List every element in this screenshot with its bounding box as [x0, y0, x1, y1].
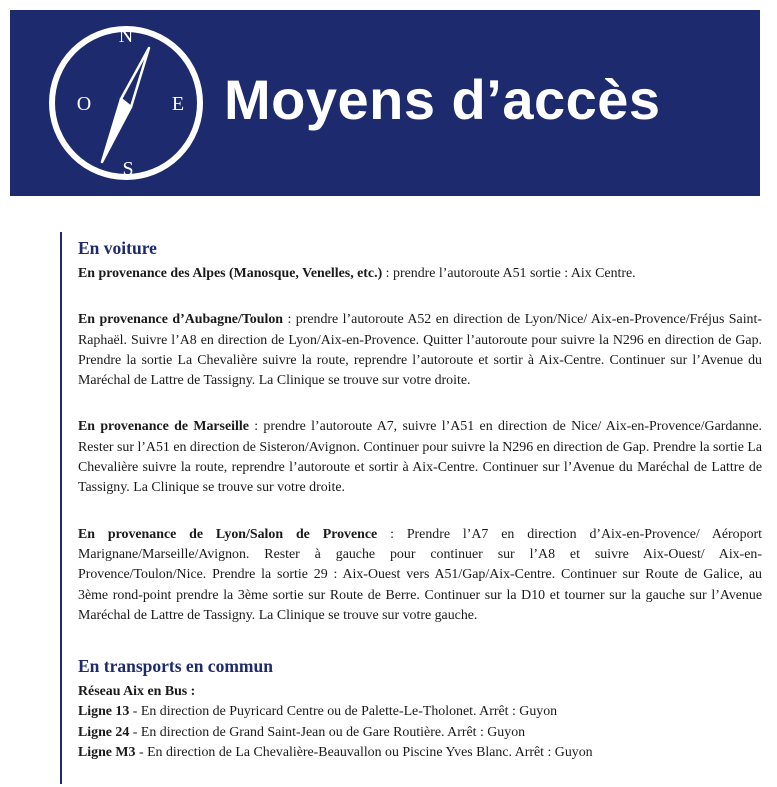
page-title: Moyens d’accès	[224, 68, 661, 131]
compass-needle-south	[102, 99, 131, 162]
bus-line-24	[78, 723, 762, 743]
bus-line-m3	[78, 743, 762, 763]
route-alpes-lead: En provenance des Alpes (Manosque, Venelles, etc.)	[78, 266, 383, 281]
route-alpes-text: : prendre l’autoroute A51 sortie : Aix Centre.	[382, 266, 636, 281]
route-lyon-salon	[78, 525, 762, 626]
bus-line-13-name: Ligne 13	[78, 704, 130, 720]
route-lyon-text: : Prendre l’A7 en direction d’Aix-en-Provence/ Aéroport Marignane/Marseille/Avignon. Rester à gauche pour continuer sur l’A8 et suivre Aix-Ouest/ Aix-en-Provence/Toulon/Nice. Prendre la sortie 29 : Aix-Ouest vers A51/Gap/Aix-Centre. Continuer sur Route de Galice, au 3ème rond-point prendre la 3ème sortie sur Route de Berre. Continuer sur la D10 et tourner sur la gauche sur l’Avenue Maréchal de Lattre de Tassigny. La Clinique se trouve sur votre gauche.	[78, 526, 763, 623]
compass-label-north: N	[118, 25, 134, 47]
bus-network-title: Réseau Aix en Bus :	[78, 684, 196, 700]
route-aubagne-toulon	[78, 310, 762, 391]
car-heading: En voiture	[78, 238, 157, 258]
bus-line-13-text: - En direction de Puyricard Centre ou de Palette-Le-Tholonet. Arrêt : Guyon	[129, 704, 558, 720]
route-aubagne-lead: En provenance d’Aubagne/Toulon	[78, 312, 284, 328]
compass-icon	[36, 12, 216, 194]
compass-needle-north	[121, 48, 149, 107]
car-section	[78, 236, 762, 626]
title-banner	[10, 10, 760, 196]
bus-line-m3-text: - En direction de La Chevalière-Beauvallon ou Piscine Yves Blanc. Arrêt : Guyon	[135, 745, 593, 761]
compass-label-south: S	[122, 158, 134, 180]
route-marseille	[78, 417, 762, 498]
bus-line-m3-name: Ligne M3	[78, 745, 136, 761]
transit-section	[78, 654, 762, 763]
bus-line-13	[78, 702, 762, 722]
compass-label-east: E	[171, 93, 185, 115]
route-aubagne-text: : prendre l’autoroute A52 en direction de Lyon/Nice/ Aix-en-Provence/Fréjus Saint-Raphaël. Suivre l’A8 en direction de Lyon/Aix-en-Provence. Quitter l’autoroute pour suivre la N296 en direction de Gap. Prendre la sortie La Chevalière suivre la route, reprendre l’autoroute et sortir à Aix-Centre. Continuer sur l’Avenue du Maréchal de Lattre de Tassigny. La Clinique se trouve sur votre droite.	[78, 312, 762, 389]
bus-line-24-text: - En direction de Grand Saint-Jean ou de Gare Routière. Arrêt : Guyon	[129, 724, 526, 740]
route-alpes	[78, 264, 762, 284]
bus-line-24-name: Ligne 24	[78, 724, 130, 740]
route-marseille-lead: En provenance de Marseille	[78, 419, 249, 435]
route-lyon-lead: En provenance de Lyon/Salon de Provence	[78, 526, 378, 542]
section-divider-line	[60, 232, 62, 784]
access-content	[78, 236, 762, 763]
route-marseille-text: : prendre l’autoroute A7, suivre l’A51 en direction de Nice/ Aix-en-Provence/Gardanne. Rester sur l’A51 en direction de Sisteron/Avignon. Continuer pour suivre la N296 en direction de Gap. Prendre la sortie La Chevalière suivre la route, reprendre l’autoroute et sortir à Aix-Centre. Continuer sur l’Avenue du Maréchal de Lattre de Tassigny. La Clinique se trouve sur votre droite.	[78, 419, 762, 496]
transit-heading: En transports en commun	[78, 656, 273, 677]
compass-label-west: O	[76, 93, 92, 115]
